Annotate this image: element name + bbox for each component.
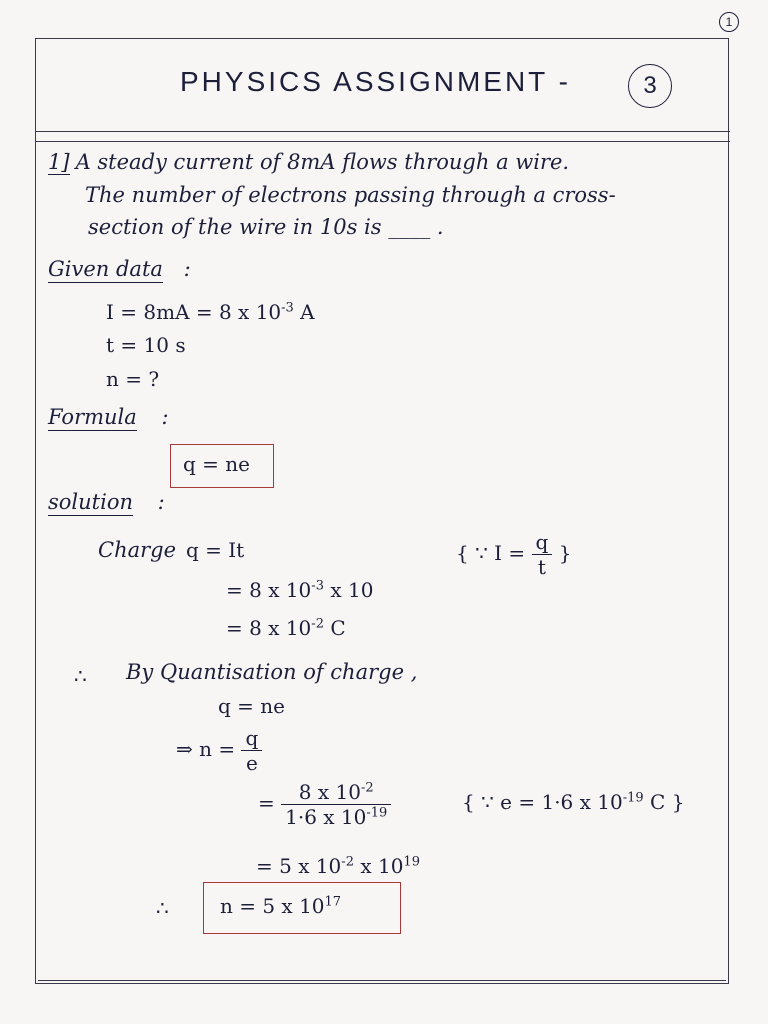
solution-heading-text: solution xyxy=(48,490,133,514)
charge-label: Charge xyxy=(98,538,177,562)
step4-exp2: 19 xyxy=(403,854,420,870)
q-numerator: q xyxy=(241,726,262,751)
given-n: n = ? xyxy=(106,367,160,391)
formula-heading-text: Formula xyxy=(48,405,137,429)
formula-heading xyxy=(48,405,169,429)
charge-equation: q = It xyxy=(186,538,245,562)
formula-text: q = ne xyxy=(183,452,250,476)
note2-open: { ∵ e = 1·6 x 10 xyxy=(462,790,623,814)
e-denominator: e xyxy=(245,751,258,775)
solution-heading xyxy=(48,490,165,514)
question-number: 1] xyxy=(48,150,70,174)
step3-numerator xyxy=(281,780,391,805)
step-3 xyxy=(258,780,391,829)
given-heading xyxy=(48,257,191,281)
step2-tail: C xyxy=(323,616,346,640)
therefore-symbol-1: ∴ xyxy=(74,664,87,688)
given-time: t = 10 s xyxy=(106,333,186,357)
n-equals-q-over-e xyxy=(176,726,262,775)
given-current-text: I = 8mA = 8 x 10 xyxy=(106,300,282,324)
given-current-exp: -3 xyxy=(281,300,294,316)
title-divider-2 xyxy=(35,141,730,142)
question-line-1 xyxy=(48,150,569,175)
final-answer xyxy=(220,894,341,918)
step1-exp: -3 xyxy=(311,578,324,594)
q-equals-ne: q = ne xyxy=(218,694,285,718)
step4-mid: x 10 xyxy=(353,854,404,878)
note1-denominator: t xyxy=(537,555,546,579)
assignment-number: 3 xyxy=(628,64,672,108)
formula-colon: : xyxy=(161,405,169,429)
given-heading-text: Given data xyxy=(48,257,163,281)
therefore-symbol-2: ∴ xyxy=(156,896,169,920)
step2-text: = 8 x 10 xyxy=(226,616,312,640)
page-number: 1 xyxy=(719,12,739,32)
quantisation-text: By Quantisation of charge , xyxy=(126,660,418,684)
step3-fraction xyxy=(281,780,391,829)
step3-denominator xyxy=(281,805,391,829)
step3-den-text: 1·6 x 10 xyxy=(285,805,367,829)
step-1 xyxy=(226,578,373,602)
step4-exp: -2 xyxy=(341,854,354,870)
answer-text: n = 5 x 10 xyxy=(220,894,325,918)
title-divider xyxy=(35,131,730,132)
step4-text: = 5 x 10 xyxy=(256,854,342,878)
given-current-unit: A xyxy=(293,300,315,324)
step3-num-text: 8 x 10 xyxy=(298,780,361,804)
answer-exp: 17 xyxy=(324,894,342,910)
step-2 xyxy=(226,616,346,640)
note1-numerator: q xyxy=(532,530,553,555)
given-current xyxy=(106,300,315,324)
q-over-e-fraction xyxy=(241,726,262,775)
note1-close: } xyxy=(558,541,572,565)
note1-fraction xyxy=(532,530,553,579)
note-current-relation xyxy=(456,530,571,579)
step3-eq: = xyxy=(258,791,275,815)
step-4 xyxy=(256,854,420,878)
step1-tail: x 10 xyxy=(323,578,374,602)
note-electron-charge xyxy=(462,790,684,814)
question-line-2: The number of electrons passing through a cross- xyxy=(85,183,616,207)
page-title: PHYSICS ASSIGNMENT - xyxy=(180,66,571,97)
question-text-1: A steady current of 8mA flows through a wire. xyxy=(75,150,570,174)
implies-n: ⇒ n = xyxy=(176,737,236,761)
step3-num-exp: -2 xyxy=(360,780,374,796)
step1-text: = 8 x 10 xyxy=(226,578,312,602)
step2-exp: -2 xyxy=(311,616,324,632)
given-colon: : xyxy=(183,257,191,281)
step3-den-exp: -19 xyxy=(366,805,388,821)
solution-colon: : xyxy=(157,490,165,514)
note2-exp: -19 xyxy=(622,790,644,806)
question-line-3: section of the wire in 10s is ____ . xyxy=(88,215,444,239)
note1-open: { ∵ I = xyxy=(456,541,526,565)
note2-close: C } xyxy=(643,790,685,814)
